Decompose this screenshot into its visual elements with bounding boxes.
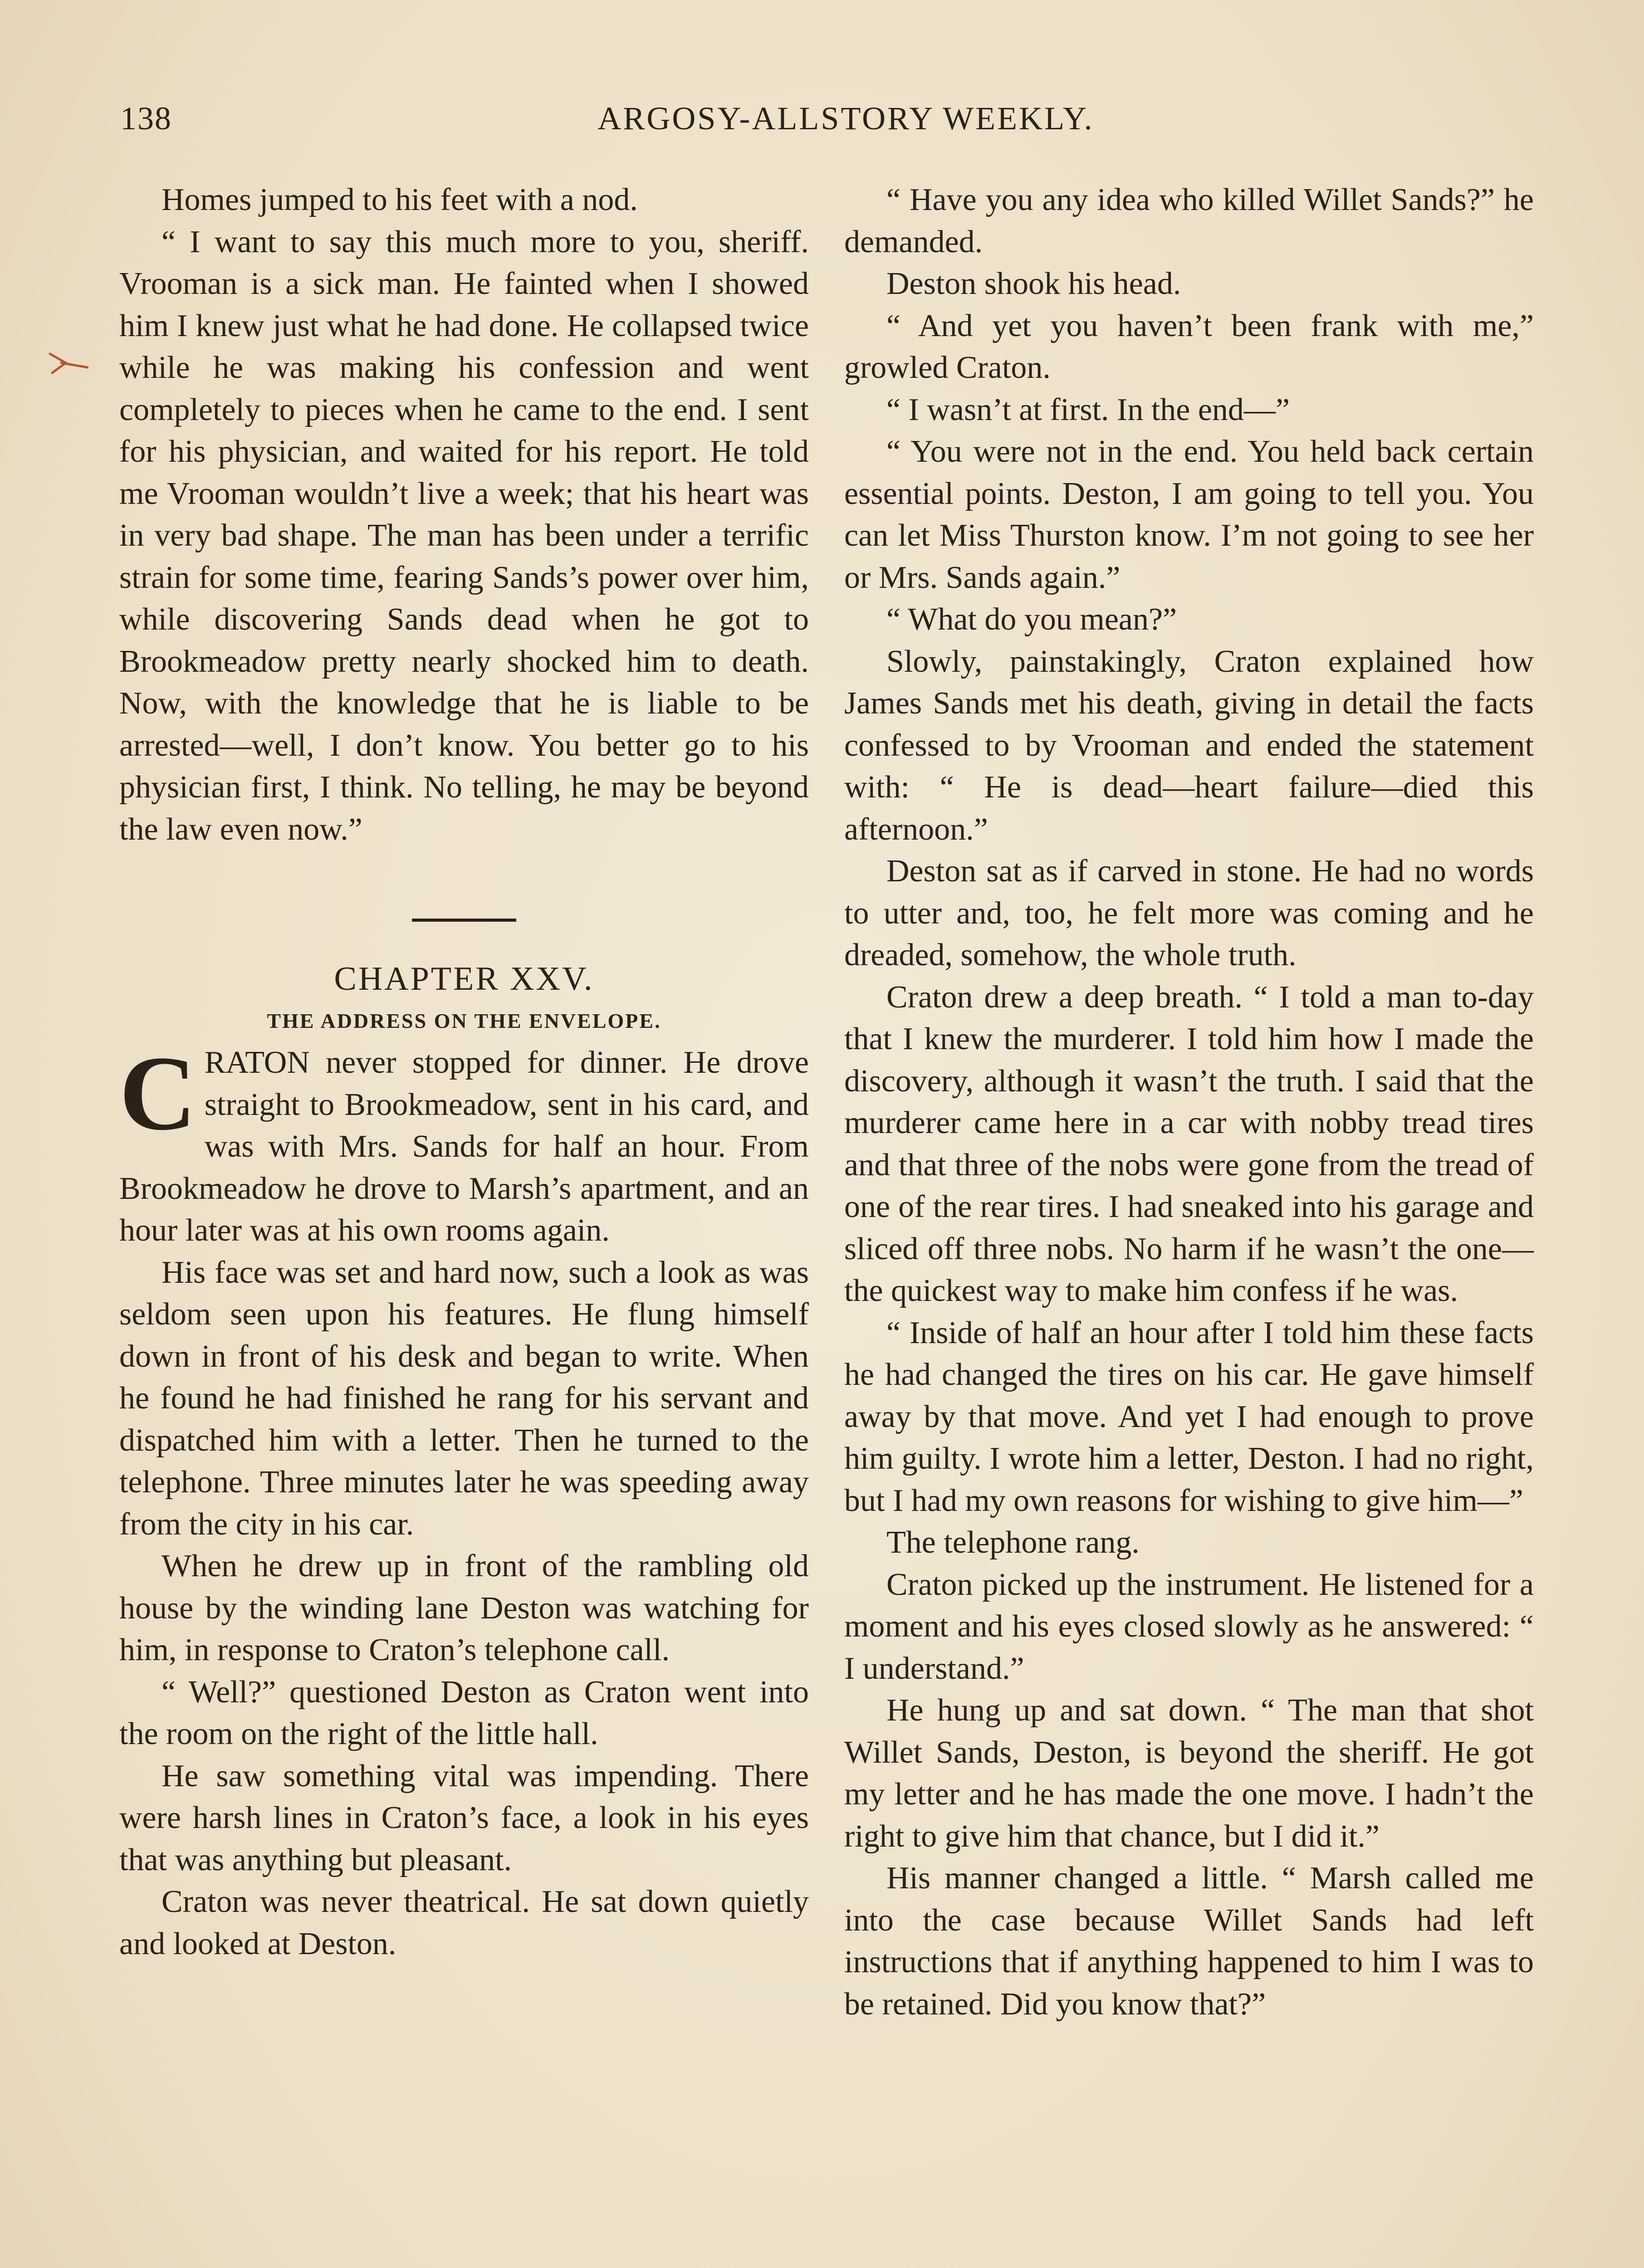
paragraph: Craton picked up the instrument. He listened for a moment and his eyes closed slowly as he answered: “ I understand.”: [844, 1567, 1534, 1686]
paragraph: “ What do you mean?”: [886, 602, 1177, 637]
page-number: 138: [120, 100, 172, 137]
paragraph: He hung up and sat down. “ The man that shot Willet Sands, Deston, is beyond the sheriff. He got my letter and he has made the one move. I hadn’t the right to give him that chance, but I did it.”: [844, 1693, 1534, 1854]
page-header: [120, 91, 1571, 141]
chapter-opening-paragraph: [119, 1034, 809, 1252]
opening-paragraph-text: RATON never stopped for dinner. He drove straight to Brookmeadow, sent in his card, and was with Mrs. Sands for half an hour. From Brookmeadow he drove to Marsh’s apartment, and an hour later was at his own rooms again.: [119, 1045, 809, 1248]
paragraph: Craton was never theatrical. He sat down quietly and looked at Deston.: [119, 1884, 809, 1961]
paragraph: Slowly, painstakingly, Craton explained how James Sands met his death, giving in detail the facts confessed to by Vrooman and ended the statement with: “ He is dead—heart failure—died this afternoon.”: [844, 644, 1534, 847]
paragraph: The telephone rang.: [886, 1525, 1140, 1560]
paragraph: “ You were not in the end. You held back certain essential points. Deston, I am going to tell you. You can let Miss Thurston know. I’m not going to see her or Mrs. Sands again.”: [844, 434, 1534, 595]
paragraph: “ Inside of half an hour after I told him these facts he had changed the tires on his car. He gave himself away by that move. And yet I had enough to prove him guilty. I wrote him a letter, Deston. I had no right, but I had my own reasons for wishing to give him—”: [844, 1315, 1534, 1518]
paragraph: “ Well?” questioned Deston as Craton went into the room on the right of the little hall.: [119, 1674, 809, 1751]
drop-cap: C: [119, 1034, 196, 1152]
paragraph: “ Have you any idea who killed Willet Sands?” he demanded.: [844, 182, 1534, 259]
paragraph: Craton drew a deep breath. “ I told a man to-day that I knew the murderer. I told him how I made the discovery, although it wasn’t the truth. I said that the murderer came here in a car with nobby tread tires and that three of the nobs were gone from the tread of one of the rear tires. I had sneaked into his garage and sliced off three nobs. No harm if he wasn’t the one—the quickest way to make him confess if he was.: [844, 979, 1534, 1308]
chapter-title: CHAPTER XXV.: [334, 960, 594, 997]
paragraph: “ And yet you haven’t been frank with me,” growled Craton.: [844, 308, 1534, 385]
paragraph: “ I want to say this much more to you, sheriff. Vrooman is a sick man. He fainted when I showed him I knew just what he had done. He collapsed twice while he was making his confession and went completely to pieces when he came to the end. I sent for his physician, and waited for his report. He told me Vrooman wouldn’t live a week; that his heart was in very bad shape. The man has been under a terrific strain for some time, fearing Sands’s power over him, while discovering Sands dead when he got to Brookmeadow pretty nearly shocked him to death. Now, with the knowledge that he is liable to be arrested—well, I don’t know. You better go to his physician first, I think. No telling, he may be beyond the law even now.”: [119, 224, 809, 847]
paragraph: His manner changed a little. “ Marsh called me into the case because Willet Sands had left instructions that if anything happened to him I was to be retained. Did you know that?”: [844, 1861, 1534, 2022]
margin-pencil-mark-icon: [48, 349, 88, 376]
paragraph: When he drew up in front of the rambling old house by the winding lane Deston was watching for him, in response to Craton’s telephone call.: [119, 1549, 809, 1667]
paragraph: “ I wasn’t at first. In the end—”: [886, 392, 1290, 427]
running-head: ARGOSY-ALLSTORY WEEKLY.: [597, 100, 1094, 137]
paragraph: Deston sat as if carved in stone. He had no words to utter and, too, he felt more was coming and he dreaded, somehow, the whole truth.: [844, 854, 1534, 973]
paragraph: Deston shook his head.: [886, 266, 1181, 301]
chapter-subtitle: THE ADDRESS ON THE ENVELOPE.: [267, 1009, 661, 1032]
paragraph: Homes jumped to his feet with a nod.: [161, 182, 638, 217]
paragraph: He saw something vital was impending. There were harsh lines in Craton’s face, a look in his eyes that was anything but pleasant.: [119, 1758, 809, 1877]
right-column: [844, 179, 1534, 2025]
section-divider: [412, 919, 516, 922]
left-column: [119, 179, 809, 1965]
paragraph: His face was set and hard now, such a look as was seldom seen upon his features. He flung himself down in front of his desk and began to write. When he found he had finished he rang for his servant and dispatched him with a letter. Then he turned to the telephone. Three minutes later he was speeding away from the city in his car.: [119, 1255, 809, 1542]
